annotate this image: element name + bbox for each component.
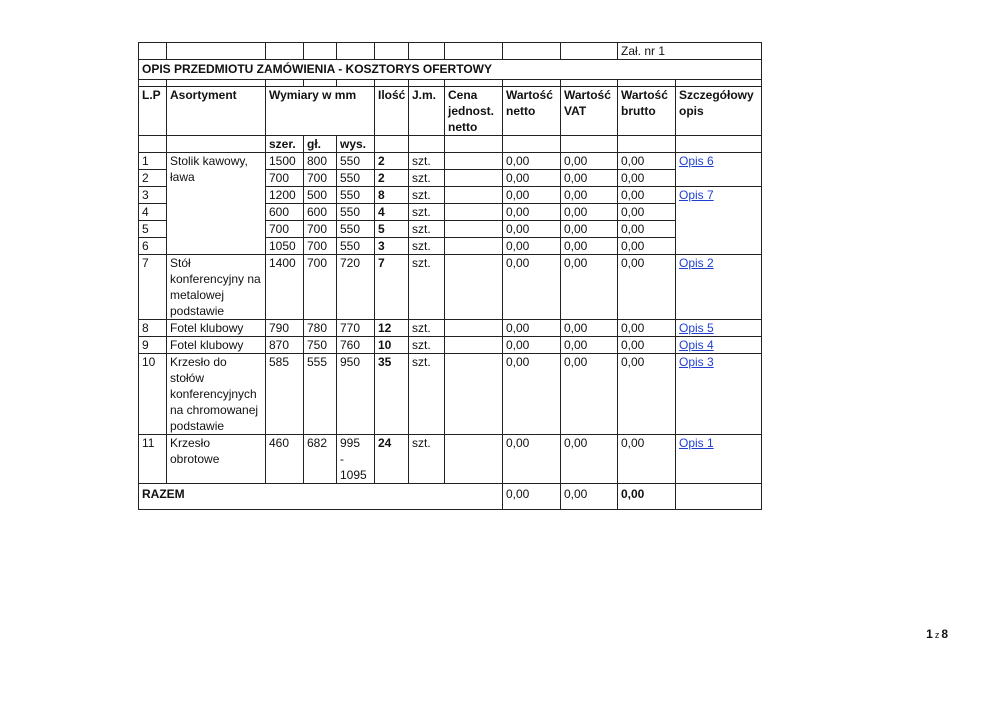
- row-qty: 12: [375, 320, 409, 337]
- row-depth: 800: [304, 153, 337, 170]
- row-unit-price: [445, 320, 503, 337]
- row-depth: 700: [304, 238, 337, 255]
- opis-6-link[interactable]: Opis 6: [679, 154, 714, 168]
- row-vat: 0,00: [561, 337, 618, 354]
- cost-estimate-table: [138, 42, 762, 510]
- row-depth: 600: [304, 204, 337, 221]
- table-row: [139, 354, 762, 435]
- row-gross: 0,00: [618, 320, 676, 337]
- row-vat: 0,00: [561, 221, 618, 238]
- row-height: 550: [337, 221, 375, 238]
- header-depth: gł.: [304, 136, 337, 153]
- row-lp: 3: [139, 187, 167, 204]
- row-details: [676, 435, 762, 484]
- row-depth: 555: [304, 354, 337, 435]
- total-row: [139, 484, 762, 510]
- row-net: 0,00: [503, 337, 561, 354]
- row-unit-price: [445, 238, 503, 255]
- row-unit: szt.: [409, 435, 445, 484]
- row-vat: 0,00: [561, 187, 618, 204]
- row-details: [676, 354, 762, 435]
- row-net: 0,00: [503, 170, 561, 187]
- table-row: [139, 337, 762, 354]
- header-width: szer.: [266, 136, 304, 153]
- opis-3-link[interactable]: Opis 3: [679, 355, 714, 369]
- row-assortment: Fotel klubowy: [167, 320, 266, 337]
- row-unit-price: [445, 255, 503, 320]
- row-width: 700: [266, 170, 304, 187]
- row-gross: 0,00: [618, 435, 676, 484]
- row-gross: 0,00: [618, 255, 676, 320]
- row-net: 0,00: [503, 435, 561, 484]
- row-assortment: Krzesło do stołów konferencyjnych na chromowanej podstawie: [167, 354, 266, 435]
- row-width: 700: [266, 221, 304, 238]
- row-lp: 5: [139, 221, 167, 238]
- row-lp: 6: [139, 238, 167, 255]
- row-unit-price: [445, 337, 503, 354]
- opis-1-link[interactable]: Opis 1: [679, 436, 714, 450]
- row-width: 1500: [266, 153, 304, 170]
- row-vat: 0,00: [561, 255, 618, 320]
- row-lp: 9: [139, 337, 167, 354]
- title-row: [139, 60, 762, 80]
- row-height: 550: [337, 187, 375, 204]
- total-label: RAZEM: [139, 484, 503, 510]
- header-height: wys.: [337, 136, 375, 153]
- row-gross: 0,00: [618, 354, 676, 435]
- page-separator: z: [934, 630, 940, 640]
- row-lp: 1: [139, 153, 167, 170]
- header-dimensions: Wymiary w mm: [266, 87, 375, 136]
- row-unit: szt.: [409, 255, 445, 320]
- row-net: 0,00: [503, 238, 561, 255]
- row-height: 720: [337, 255, 375, 320]
- row-qty: 8: [375, 187, 409, 204]
- row-net: 0,00: [503, 153, 561, 170]
- table-row: [139, 153, 762, 170]
- row-width: 585: [266, 354, 304, 435]
- table-title: OPIS PRZEDMIOTU ZAMÓWIENIA - KOSZTORYS OFERTOWY: [139, 60, 762, 80]
- row-depth: 700: [304, 221, 337, 238]
- row-vat: 0,00: [561, 153, 618, 170]
- row-qty: 3: [375, 238, 409, 255]
- row-height: 550: [337, 170, 375, 187]
- row-assortment: Fotel klubowy: [167, 337, 266, 354]
- row-details: [676, 187, 762, 255]
- row-lp: 2: [139, 170, 167, 187]
- row-net: 0,00: [503, 320, 561, 337]
- row-unit: szt.: [409, 153, 445, 170]
- row-unit: szt.: [409, 187, 445, 204]
- header-net-value: Wartość netto: [503, 87, 561, 136]
- row-width: 600: [266, 204, 304, 221]
- table-row: [139, 255, 762, 320]
- row-vat: 0,00: [561, 170, 618, 187]
- row-details: [676, 337, 762, 354]
- row-height-dash: -: [340, 452, 344, 466]
- row-vat: 0,00: [561, 320, 618, 337]
- header-unit-price: Cena jednost. netto: [445, 87, 503, 136]
- row-qty: 5: [375, 221, 409, 238]
- row-unit-price: [445, 170, 503, 187]
- row-gross: 0,00: [618, 221, 676, 238]
- row-net: 0,00: [503, 204, 561, 221]
- total-gross: 0,00: [618, 484, 676, 510]
- row-unit-price: [445, 435, 503, 484]
- row-height: [337, 435, 375, 484]
- opis-4-link[interactable]: Opis 4: [679, 338, 714, 352]
- row-unit-price: [445, 153, 503, 170]
- row-assortment: Stolik kawowy, ława: [167, 153, 266, 255]
- row-qty: 2: [375, 153, 409, 170]
- header-qty: Ilość: [375, 87, 409, 136]
- row-unit-price: [445, 204, 503, 221]
- row-qty: 10: [375, 337, 409, 354]
- subheader-row: [139, 136, 762, 153]
- row-vat: 0,00: [561, 204, 618, 221]
- row-gross: 0,00: [618, 238, 676, 255]
- row-width: 460: [266, 435, 304, 484]
- row-vat: 0,00: [561, 238, 618, 255]
- header-assortment: Asortyment: [167, 87, 266, 136]
- row-unit: szt.: [409, 221, 445, 238]
- opis-7-link[interactable]: Opis 7: [679, 188, 714, 202]
- spacer-row: [139, 80, 762, 87]
- header-row: [139, 87, 762, 136]
- row-height-min: 995: [340, 436, 361, 450]
- row-qty: 7: [375, 255, 409, 320]
- row-width: 1200: [266, 187, 304, 204]
- row-qty: 4: [375, 204, 409, 221]
- page-total: 8: [941, 627, 948, 641]
- row-details: [676, 153, 762, 187]
- attachment-row: [139, 43, 762, 60]
- row-unit: szt.: [409, 337, 445, 354]
- row-gross: 0,00: [618, 170, 676, 187]
- page-number: [926, 627, 948, 641]
- total-net: 0,00: [503, 484, 561, 510]
- row-unit-price: [445, 354, 503, 435]
- row-depth: 682: [304, 435, 337, 484]
- header-details: Szczegółowy opis: [676, 87, 762, 136]
- table-row: [139, 435, 762, 484]
- row-height: 550: [337, 153, 375, 170]
- row-depth: 700: [304, 170, 337, 187]
- row-qty: 35: [375, 354, 409, 435]
- row-gross: 0,00: [618, 187, 676, 204]
- row-width: 1400: [266, 255, 304, 320]
- row-assortment: Krzesło obrotowe: [167, 435, 266, 484]
- row-lp: 7: [139, 255, 167, 320]
- header-unit: J.m.: [409, 87, 445, 136]
- header-lp: L.P: [139, 87, 167, 136]
- row-width: 870: [266, 337, 304, 354]
- row-height: 770: [337, 320, 375, 337]
- row-vat: 0,00: [561, 354, 618, 435]
- row-vat: 0,00: [561, 435, 618, 484]
- row-gross: 0,00: [618, 153, 676, 170]
- row-depth: 500: [304, 187, 337, 204]
- row-gross: 0,00: [618, 337, 676, 354]
- row-height: 950: [337, 354, 375, 435]
- row-gross: 0,00: [618, 204, 676, 221]
- row-lp: 8: [139, 320, 167, 337]
- row-width: 790: [266, 320, 304, 337]
- page-current: 1: [926, 627, 933, 641]
- row-width: 1050: [266, 238, 304, 255]
- opis-2-link[interactable]: Opis 2: [679, 256, 714, 270]
- row-depth: 750: [304, 337, 337, 354]
- row-assortment: Stół konferencyjny na metalowej podstawie: [167, 255, 266, 320]
- row-unit: szt.: [409, 238, 445, 255]
- row-lp: 4: [139, 204, 167, 221]
- row-lp: 11: [139, 435, 167, 484]
- row-unit: szt.: [409, 170, 445, 187]
- attachment-label: Zał. nr 1: [618, 43, 762, 60]
- row-unit: szt.: [409, 354, 445, 435]
- row-qty: 2: [375, 170, 409, 187]
- row-net: 0,00: [503, 187, 561, 204]
- total-vat: 0,00: [561, 484, 618, 510]
- row-depth: 700: [304, 255, 337, 320]
- row-net: 0,00: [503, 255, 561, 320]
- row-net: 0,00: [503, 354, 561, 435]
- row-details: [676, 255, 762, 320]
- row-height: 550: [337, 238, 375, 255]
- row-height: 760: [337, 337, 375, 354]
- header-vat-value: Wartość VAT: [561, 87, 618, 136]
- row-lp: 10: [139, 354, 167, 435]
- row-unit-price: [445, 187, 503, 204]
- row-depth: 780: [304, 320, 337, 337]
- opis-5-link[interactable]: Opis 5: [679, 321, 714, 335]
- row-height-max: 1095: [340, 468, 367, 482]
- header-gross-value: Wartość brutto: [618, 87, 676, 136]
- table-row: [139, 320, 762, 337]
- row-net: 0,00: [503, 221, 561, 238]
- row-unit-price: [445, 221, 503, 238]
- row-unit: szt.: [409, 204, 445, 221]
- row-details: [676, 320, 762, 337]
- row-unit: szt.: [409, 320, 445, 337]
- row-qty: 24: [375, 435, 409, 484]
- row-height: 550: [337, 204, 375, 221]
